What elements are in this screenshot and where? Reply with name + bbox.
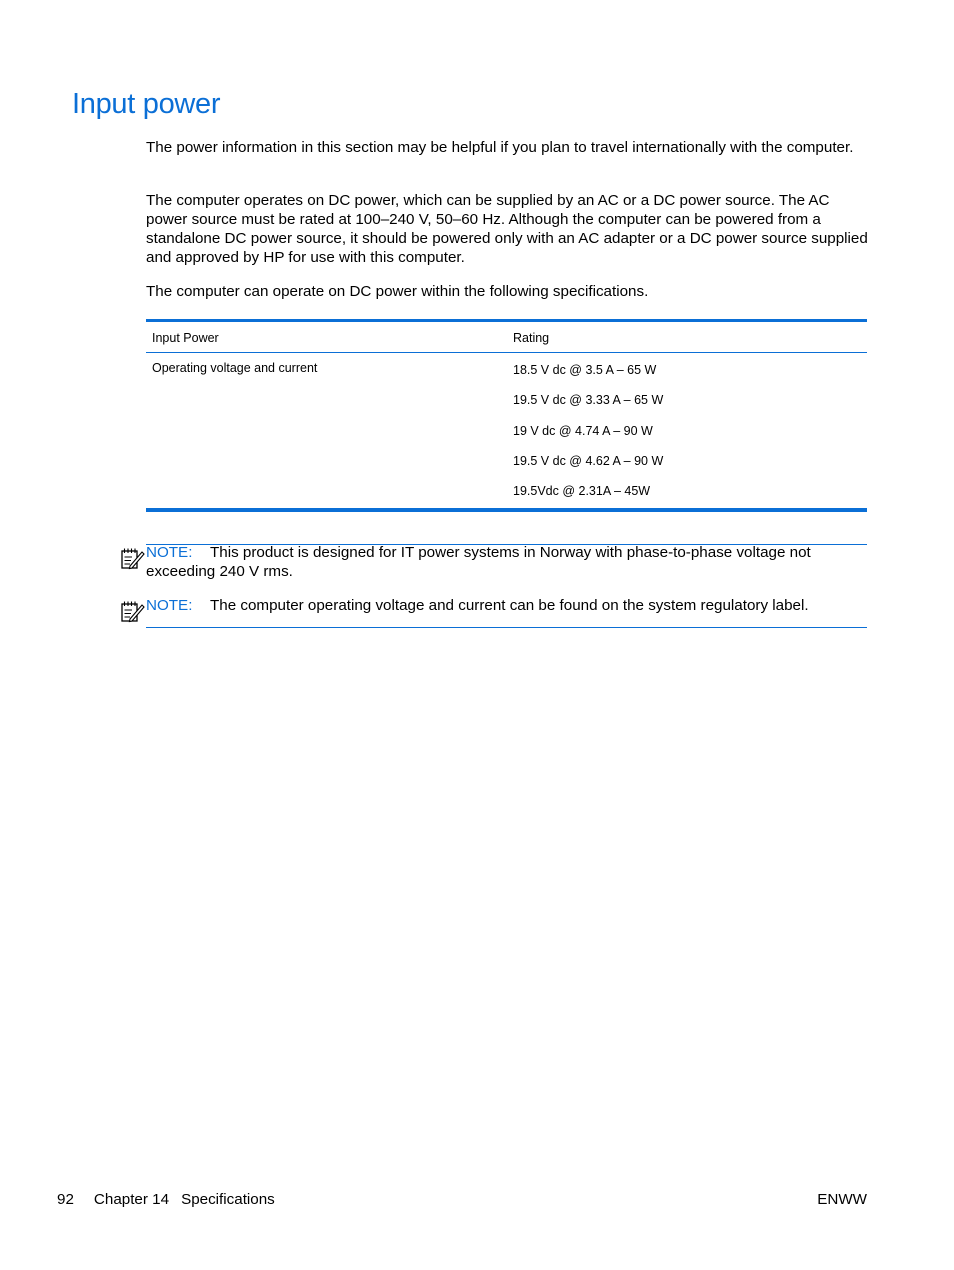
rating-value: 19.5Vdc @ 2.31A – 45W — [513, 484, 651, 499]
note-pencil-icon — [119, 545, 145, 571]
rating-value: 18.5 V dc @ 3.5 A – 65 W — [513, 363, 657, 377]
rating-value: 19 V dc @ 4.74 A – 90 W — [513, 423, 653, 438]
paragraph-spec-lead: The computer can operate on DC power within the following specifications. — [146, 283, 649, 300]
note-label: NOTE: — [146, 597, 193, 614]
note-regulatory-label — [146, 596, 868, 615]
header-rating: Rating — [507, 321, 867, 353]
rating-value: 19.5 V dc @ 3.33 A – 65 W — [513, 393, 664, 408]
input-power-table — [146, 319, 867, 512]
rating-cell — [507, 353, 867, 511]
note-pencil-icon — [119, 598, 145, 624]
page-number: 92 — [57, 1191, 74, 1208]
footer-chapter: Chapter 14 — [93, 1191, 170, 1208]
section-title: Input power — [72, 88, 221, 120]
row-label-operating-voltage: Operating voltage and current — [146, 353, 507, 511]
note-label: NOTE: — [146, 544, 193, 561]
note-divider-bottom — [146, 627, 867, 628]
footer-chapter-title: Specifications — [181, 1191, 275, 1208]
table-row — [146, 353, 867, 511]
note-text: The computer operating voltage and current can be found on the system regulatory label. — [210, 597, 809, 614]
footer-left — [57, 1191, 275, 1208]
note-norway — [146, 543, 868, 581]
table-header-row — [146, 321, 867, 353]
paragraph-intro: The power information in this section may be helpful if you plan to travel internationally with the computer. — [146, 139, 854, 156]
rating-value: 19.5 V dc @ 4.62 A – 90 W — [513, 453, 664, 468]
note-text: This product is designed for IT power systems in Norway with phase-to-phase voltage not exceeding 240 V rms. — [146, 544, 811, 580]
footer-right: ENWW — [817, 1191, 867, 1208]
header-input-power: Input Power — [146, 321, 507, 353]
paragraph-dc-power: The computer operates on DC power, which can be supplied by an AC or a DC power source. The AC power source must be rated at 100–240 V, 50–60 Hz. Although the computer can be powered from a standalone DC power source, it should be powered only with an AC adapter or a DC power source supplied and approved by HP for use with this computer. — [146, 192, 868, 266]
